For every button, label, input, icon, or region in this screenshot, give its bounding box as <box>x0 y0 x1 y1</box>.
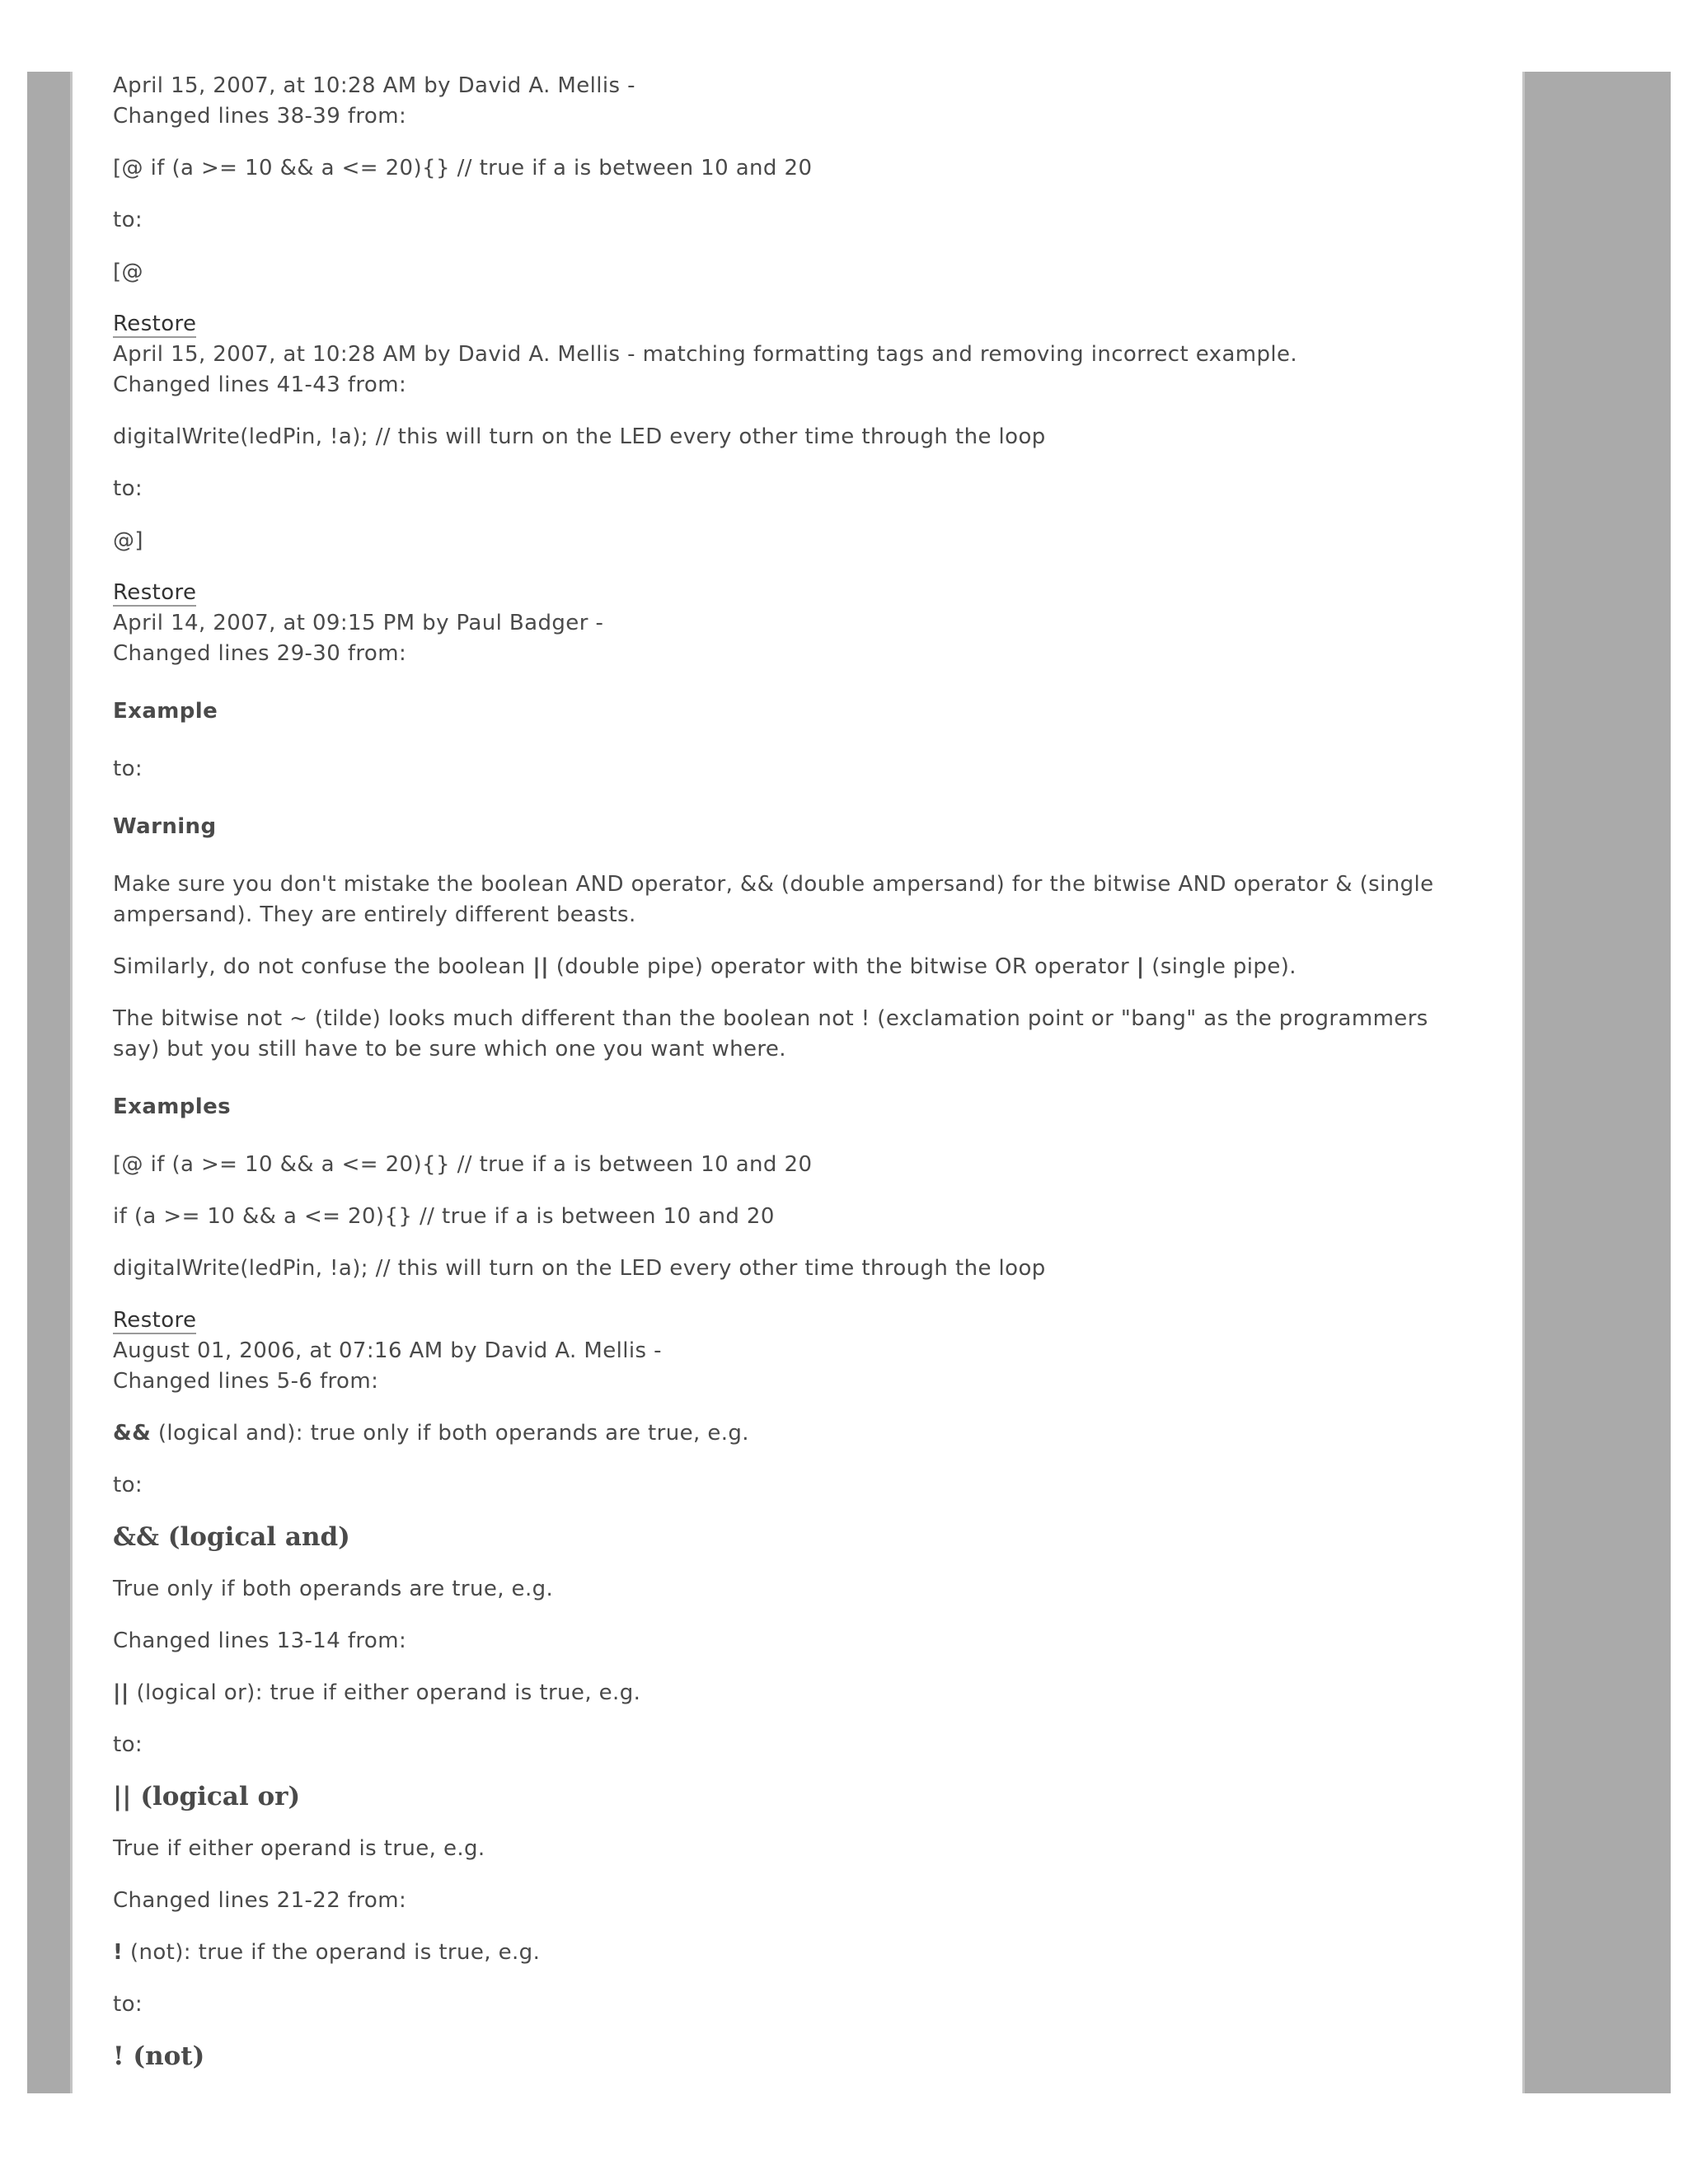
example-code: if (a >= 10 && a <= 20){} // true if a is between 10 and 20 <box>113 1204 775 1229</box>
warning-paragraph: Make sure you don't mistake the boolean AND operator, && (double ampersand) for the bitwise AND operator & (single ampersand). They are entirely different beasts. <box>113 872 1434 927</box>
changed-lines: Changed lines 38-39 from: <box>113 104 407 129</box>
left-gray-margin <box>27 72 73 2093</box>
history-entry <box>113 309 1465 556</box>
changed-lines: Changed lines 29-30 from: <box>113 641 407 666</box>
changed-lines: Changed lines 41-43 from: <box>113 373 407 397</box>
to-label: to: <box>113 1992 143 2017</box>
to-label: to: <box>113 208 143 232</box>
restore-link[interactable]: Restore <box>113 580 197 605</box>
example-code: [@ if (a >= 10 && a <= 20){} // true if a is between 10 and 20 <box>113 1152 813 1177</box>
to-label: to: <box>113 757 143 781</box>
entry-meta: August 01, 2006, at 07:16 AM by David A. Mellis - <box>113 1338 662 1363</box>
warning-paragraph: The bitwise not ~ (tilde) looks much different than the boolean not ! (exclamation point or "bang" as the programmers say) but you still have to be sure which one you want where. <box>113 1006 1428 1062</box>
example-code: digitalWrite(ledPin, !a); // this will turn on the LED every other time through the loop <box>113 1256 1046 1281</box>
warning-paragraph-pipes: Similarly, do not confuse the boolean || (double pipe) operator with the bitwise OR operator | (single pipe). <box>113 954 1296 979</box>
from-code: [@ if (a >= 10 && a <= 20){} // true if a is between 10 and 20 <box>113 156 813 180</box>
history-entry <box>113 71 1465 288</box>
from-line-and: && (logical and): true only if both operands are true, e.g. <box>113 1421 749 1446</box>
restore-link[interactable]: Restore <box>113 1308 197 1333</box>
to-code: [@ <box>113 260 143 284</box>
history-entry <box>113 578 1465 1284</box>
changed-lines: Changed lines 21-22 from: <box>113 1888 407 1913</box>
to-text: True if either operand is true, e.g. <box>113 1836 485 1861</box>
right-gray-margin <box>1522 72 1671 2093</box>
to-label: to: <box>113 1732 143 1757</box>
entry-meta: April 15, 2007, at 10:28 AM by David A. Mellis - matching formatting tags and removing incorrect example. <box>113 342 1298 367</box>
to-label: to: <box>113 476 143 501</box>
logical-or-heading: || (logical or) <box>113 1782 301 1811</box>
to-label: to: <box>113 1473 143 1497</box>
page-history-content <box>113 71 1465 2072</box>
example-heading: Example <box>113 699 218 724</box>
from-line-or: || (logical or): true if either operand is true, e.g. <box>113 1680 641 1705</box>
to-code: @] <box>113 528 143 553</box>
entry-meta: April 14, 2007, at 09:15 PM by Paul Badger - <box>113 611 604 635</box>
examples-heading: Examples <box>113 1094 232 1119</box>
from-code: digitalWrite(ledPin, !a); // this will turn on the LED every other time through the loop <box>113 424 1046 449</box>
changed-lines: Changed lines 13-14 from: <box>113 1629 407 1653</box>
from-line-not: ! (not): true if the operand is true, e.g. <box>113 1940 541 1965</box>
history-entry <box>113 1305 1465 2072</box>
warning-heading: Warning <box>113 814 217 839</box>
restore-link[interactable]: Restore <box>113 312 197 336</box>
not-heading: ! (not) <box>113 2041 205 2071</box>
to-text: True only if both operands are true, e.g. <box>113 1577 554 1601</box>
changed-lines: Changed lines 5-6 from: <box>113 1369 379 1394</box>
logical-and-heading: && (logical and) <box>113 1522 350 1552</box>
entry-meta: April 15, 2007, at 10:28 AM by David A. Mellis - <box>113 73 635 98</box>
